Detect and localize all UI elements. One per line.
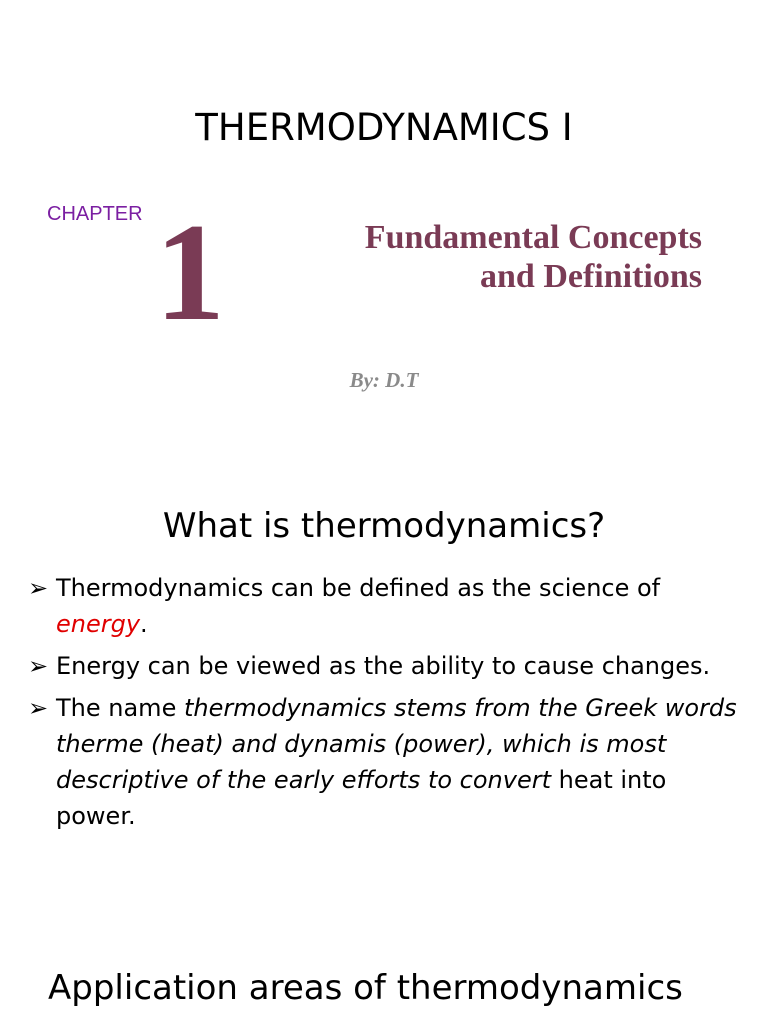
bullet-end: . — [140, 610, 148, 638]
bullet-text-start: The name — [56, 694, 184, 722]
chapter-number: 1 — [155, 195, 225, 350]
section-heading-application-areas: Application areas of thermodynamics — [48, 968, 683, 1008]
definition-bullet-list — [28, 570, 744, 840]
arrowhead-bullet-icon: ➢ — [28, 574, 49, 602]
bullet-item-definition — [28, 570, 744, 642]
author-credit: By: D.T — [349, 368, 419, 392]
arrowhead-bullet-icon: ➢ — [28, 652, 49, 680]
chapter-label: CHAPTER — [47, 203, 143, 225]
bullet-text-italic: thermodynamics stems from the Greek words therme (heat) and dynamis (power), which is most descriptive of the early efforts to convert — [56, 694, 737, 794]
slide-title: THERMODYNAMICS I — [195, 106, 573, 149]
section-heading-what-is-thermodynamics: What is thermodynamics? — [162, 506, 606, 546]
subtitle-line-2: and Definitions — [480, 258, 702, 295]
bullet-text: Thermodynamics can be defined as the science of — [56, 574, 661, 602]
bullet-item-energy — [28, 648, 744, 684]
bullet-item-etymology — [28, 690, 744, 834]
chapter-subtitle — [242, 218, 702, 296]
subtitle-line-1: Fundamental Concepts — [364, 219, 702, 256]
bullet-text: Energy can be viewed as the ability to cause changes. — [56, 652, 711, 680]
highlight-energy: energy — [56, 610, 141, 638]
arrowhead-bullet-icon: ➢ — [28, 694, 49, 722]
bullet-text-end: heat into power. — [56, 766, 667, 830]
